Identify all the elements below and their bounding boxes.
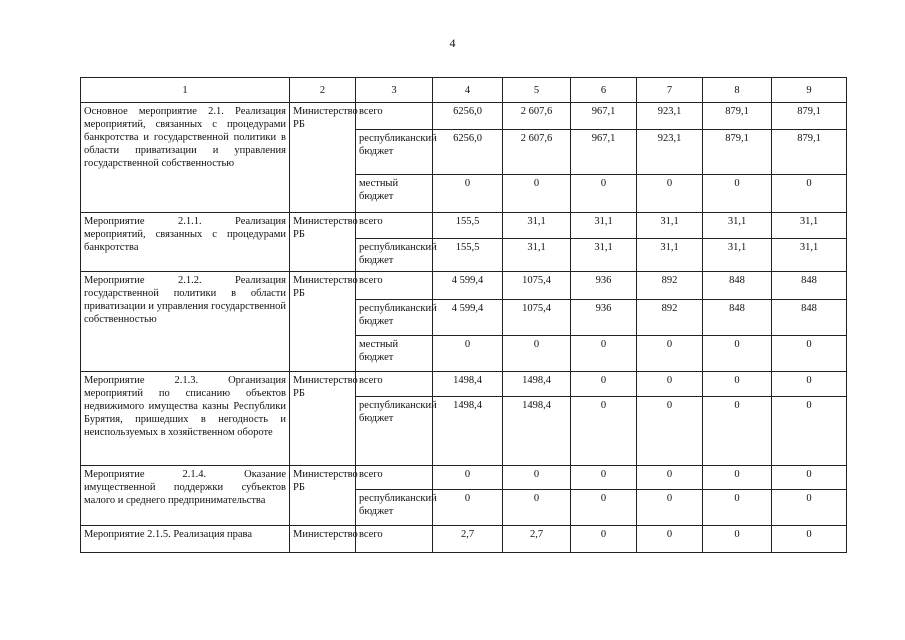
funding-source: местный бюджет <box>356 175 433 213</box>
value-cell: 1498,4 <box>433 397 503 466</box>
table-row <box>81 213 847 239</box>
value-cell: 0 <box>772 490 847 526</box>
value-cell: 0 <box>637 336 703 372</box>
value-cell: 0 <box>772 526 847 553</box>
funding-source: республиканский бюджет <box>356 397 433 466</box>
measure-name: Мероприятие 2.1.4. Оказание имущественной поддержки субъектов малого и среднего предпринимательства <box>81 466 290 526</box>
value-cell: 0 <box>637 526 703 553</box>
value-cell: 0 <box>503 490 571 526</box>
responsible-executor: Министерство РБ <box>290 466 356 526</box>
value-cell: 31,1 <box>703 213 772 239</box>
value-cell: 0 <box>433 466 503 490</box>
value-cell: 155,5 <box>433 239 503 272</box>
value-cell: 0 <box>637 175 703 213</box>
value-cell: 923,1 <box>637 103 703 130</box>
header-cell: 2 <box>290 78 356 103</box>
value-cell: 0 <box>703 526 772 553</box>
funding-source: всего <box>356 213 433 239</box>
value-cell: 4 599,4 <box>433 272 503 300</box>
budget-table <box>80 77 847 553</box>
value-cell: 923,1 <box>637 130 703 175</box>
value-cell: 0 <box>772 175 847 213</box>
funding-source: всего <box>356 103 433 130</box>
table-row <box>81 272 847 300</box>
table-row <box>81 466 847 490</box>
value-cell: 1498,4 <box>503 372 571 397</box>
table-row <box>81 526 847 553</box>
value-cell: 31,1 <box>772 213 847 239</box>
header-cell: 4 <box>433 78 503 103</box>
value-cell: 0 <box>772 397 847 466</box>
value-cell: 967,1 <box>571 103 637 130</box>
header-cell: 6 <box>571 78 637 103</box>
header-cell: 9 <box>772 78 847 103</box>
value-cell: 936 <box>571 272 637 300</box>
value-cell: 0 <box>571 372 637 397</box>
value-cell: 0 <box>703 490 772 526</box>
measure-name: Мероприятие 2.1.2. Реализация государственной политики в области приватизации и управления государственной собственностью <box>81 272 290 372</box>
value-cell: 879,1 <box>703 130 772 175</box>
measure-name: Мероприятие 2.1.1. Реализация мероприятий, связанных с процедурами банкротства <box>81 213 290 272</box>
value-cell: 6256,0 <box>433 130 503 175</box>
value-cell: 0 <box>433 490 503 526</box>
table-row <box>81 372 847 397</box>
value-cell: 6256,0 <box>433 103 503 130</box>
value-cell: 0 <box>433 175 503 213</box>
responsible-executor: Министерство РБ <box>290 372 356 466</box>
value-cell: 848 <box>703 300 772 336</box>
value-cell: 892 <box>637 272 703 300</box>
value-cell: 155,5 <box>433 213 503 239</box>
value-cell: 31,1 <box>503 239 571 272</box>
responsible-executor: Министерство РБ <box>290 213 356 272</box>
value-cell: 2 607,6 <box>503 103 571 130</box>
value-cell: 31,1 <box>772 239 847 272</box>
value-cell: 0 <box>772 372 847 397</box>
value-cell: 848 <box>772 300 847 336</box>
value-cell: 848 <box>703 272 772 300</box>
value-cell: 967,1 <box>571 130 637 175</box>
value-cell: 879,1 <box>703 103 772 130</box>
value-cell: 0 <box>703 336 772 372</box>
value-cell: 1498,4 <box>503 397 571 466</box>
measure-name: Мероприятие 2.1.3. Организация мероприятий по списанию объектов недвижимого имущества казны Республики Бурятия, пришедших в негодность и неиспользуемых в хозяйственном обороте <box>81 372 290 466</box>
value-cell: 0 <box>571 490 637 526</box>
funding-source: всего <box>356 272 433 300</box>
value-cell: 879,1 <box>772 103 847 130</box>
responsible-executor: Министерство <box>290 526 356 553</box>
value-cell: 31,1 <box>571 213 637 239</box>
responsible-executor: Министерство РБ <box>290 103 356 213</box>
value-cell: 31,1 <box>571 239 637 272</box>
value-cell: 0 <box>571 466 637 490</box>
value-cell: 0 <box>637 397 703 466</box>
value-cell: 892 <box>637 300 703 336</box>
funding-source: всего <box>356 466 433 490</box>
value-cell: 0 <box>433 336 503 372</box>
value-cell: 4 599,4 <box>433 300 503 336</box>
value-cell: 0 <box>571 175 637 213</box>
funding-source: республиканский бюджет <box>356 130 433 175</box>
page-number: 4 <box>449 36 456 50</box>
responsible-executor: Министерство РБ <box>290 272 356 372</box>
value-cell: 0 <box>571 336 637 372</box>
header-cell: 1 <box>81 78 290 103</box>
value-cell: 2 607,6 <box>503 130 571 175</box>
value-cell: 0 <box>571 397 637 466</box>
value-cell: 31,1 <box>503 213 571 239</box>
header-cell: 3 <box>356 78 433 103</box>
funding-source: республиканский бюджет <box>356 300 433 336</box>
measure-name: Основное мероприятие 2.1. Реализация мероприятий, связанных с процедурами банкротства и государственной политики в области приватизации и управления государственной собственностью <box>81 103 290 213</box>
value-cell: 0 <box>703 397 772 466</box>
value-cell: 1075,4 <box>503 300 571 336</box>
value-cell: 31,1 <box>703 239 772 272</box>
table-row <box>81 103 847 130</box>
value-cell: 0 <box>637 466 703 490</box>
value-cell: 31,1 <box>637 213 703 239</box>
header-cell: 8 <box>703 78 772 103</box>
value-cell: 2,7 <box>433 526 503 553</box>
value-cell: 936 <box>571 300 637 336</box>
value-cell: 1075,4 <box>503 272 571 300</box>
header-cell: 7 <box>637 78 703 103</box>
value-cell: 0 <box>571 526 637 553</box>
value-cell: 0 <box>503 175 571 213</box>
value-cell: 0 <box>637 372 703 397</box>
funding-source: республиканский бюджет <box>356 490 433 526</box>
value-cell: 0 <box>703 466 772 490</box>
value-cell: 0 <box>703 372 772 397</box>
header-row <box>81 78 847 103</box>
header-cell: 5 <box>503 78 571 103</box>
value-cell: 0 <box>772 336 847 372</box>
funding-source: местный бюджет <box>356 336 433 372</box>
funding-source: всего <box>356 372 433 397</box>
value-cell: 879,1 <box>772 130 847 175</box>
value-cell: 2,7 <box>503 526 571 553</box>
value-cell: 0 <box>637 490 703 526</box>
value-cell: 0 <box>703 175 772 213</box>
value-cell: 0 <box>503 466 571 490</box>
funding-source: республиканский бюджет <box>356 239 433 272</box>
value-cell: 848 <box>772 272 847 300</box>
funding-source: всего <box>356 526 433 553</box>
value-cell: 31,1 <box>637 239 703 272</box>
value-cell: 0 <box>772 466 847 490</box>
measure-name: Мероприятие 2.1.5. Реализация права <box>81 526 290 553</box>
value-cell: 1498,4 <box>433 372 503 397</box>
value-cell: 0 <box>503 336 571 372</box>
